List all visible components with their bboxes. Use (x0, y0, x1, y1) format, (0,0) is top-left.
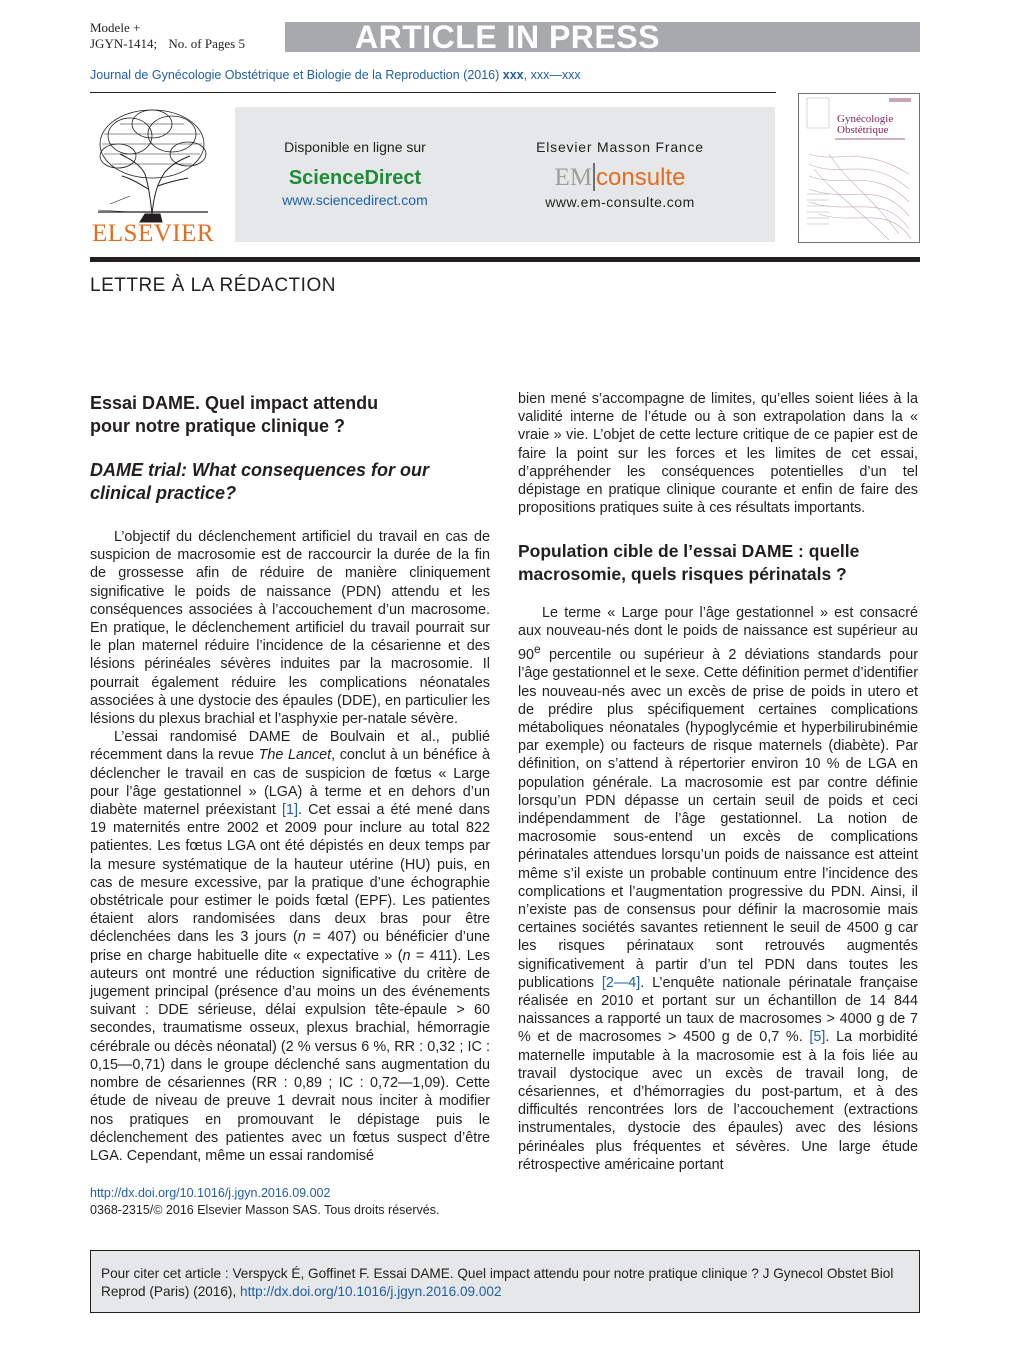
citation-box (90, 1250, 920, 1313)
journal-citation-line: Journal de Gynécologie Obstétrique et Biologie de la Reproduction (2016) xxx, xxx—xxx (90, 68, 581, 82)
text-run: = 407) ou bénéficier d’une prise en charge habituelle dite « expectative » ( (90, 929, 490, 964)
article-meta (90, 20, 253, 52)
paragraph: bien mené s’accompagne de limites, qu’elles soient liées à la validité interne de l’étude ou à son extrapolation dans la « vraie » vie. L’objet de cette lecture critique de ce papier est de faire la point sur les forces et les limites de cet essai, d’appréhender les conséquences potentielles d’un tel dépistage en pratique clinique courante et enfin de faire des propositions pratiques suite à ces résultats importants. (518, 391, 918, 517)
citation-text (101, 1265, 909, 1301)
superscript: e (534, 642, 541, 657)
copyright-line: 0368-2315/© 2016 Elsevier Masson SAS. Tous droits réservés. (90, 1203, 440, 1217)
paragraph: L’objectif du déclenchement artificiel du travail en cas de suspicion de macrosomie est de raccourcir la durée de la fin de grossesse afin de réduire de manière cliniquement significative le poids de naissance (PDN) attendu et les conséquences associées à l’accouchement d’un macrosome. En pratique, le déclenchement artificiel du travail pourrait sur le plan maternel réduire l’incidence de la césarienne et des lésions périnéales sévères induites par la macrosomie. Il pourrait également réduire les complications néonatales associées à une dystocie des épaules (DDE), en particulier les lésions du plexus brachial et l’asphyxie per-natale sévère. (90, 529, 490, 728)
title-fr-line2: pour notre pratique clinique ? (90, 416, 346, 436)
cover-title-line1: Gynécologie (837, 113, 894, 125)
citation-body: Pour citer cet article : Verspyck É, Goffinet F. Essai DAME. Quel impact attendu pour notre pratique clinique ? J Gynecol Obstet Biol Reprod (Paris) (2016), (101, 1266, 894, 1299)
text-run: . Cet essai a été mené dans 19 maternités entre 2002 et 2009 pour inclure au total 822 patientes. Les fœtus LGA ont été dépistés en deux temps par la mesure systématique de la hauteur utérine (HU) puis, en cas de mesure excessive, par la pratique d’une échographie obstétricale pour estimer le poids fœtal (EPF). Les patientes étaient alors randomisées dans deux bras pour être déclenchées dans les 3 jours ( (90, 802, 490, 946)
journal-ref-lancet: The Lancet (258, 747, 332, 764)
running-header (90, 19, 920, 55)
section-label: LETTRE À LA RÉDACTION (90, 275, 336, 296)
sciencedirect-link[interactable]: www.sciencedirect.com (282, 192, 428, 208)
section-heading: Population cible de l’essai DAME : quelle macrosomie, quels risques périnatals ? (518, 541, 860, 584)
text-run: L’essai randomisé DAME de Boulvain et al., publié récemment dans la revue (90, 729, 490, 764)
text-run: , conclut à un bénéfice à déclencher le travail en cas de suspicion de fœtus « Large pour l’âge gestationnel » (LGA) à terme et en dehors d’un diabète maternel préexistant (90, 747, 490, 819)
n-symbol: n (297, 929, 306, 946)
em-logo-part: EM (554, 164, 593, 191)
doi-link[interactable]: http://dx.doi.org/10.1016/j.jgyn.2016.09.002 (90, 1186, 331, 1200)
n-symbol: n (402, 947, 411, 964)
citation-link-2-4[interactable]: [2—4] (601, 974, 641, 991)
available-online-label: Disponible en ligne sur (284, 139, 426, 155)
right-column-body (518, 604, 918, 1174)
sciencedirect-logo: ScienceDirect (288, 167, 422, 189)
banner-text: ARTICLE IN PRESS (355, 19, 660, 55)
emconsulte-column (515, 139, 725, 210)
cover-subtitle-rule (835, 138, 905, 140)
publisher-label: Elsevier Masson France (536, 139, 704, 155)
citation-doi-link[interactable]: http://dx.doi.org/10.1016/j.jgyn.2016.09.002 (240, 1284, 502, 1299)
consulte-logo-part: consulte (596, 164, 686, 191)
masthead-rule (90, 257, 920, 262)
text-run: percentile ou supérieur à 2 déviations standards pour l’âge gestationnel et le sexe. Cette définition permet d’identifier les nouveau-nés avec un excès de prise de poids in utero et de prédire plus spécifiquement certaines complications métaboliques néonatales (hypoglycémie et hyperbilirubinémie par exemple) ou facteurs de risque maternels (diabète). Par définition, on s’attend à répertorier environ 10 % de LGA en population générale. La macrosomie est par contre définie lorsqu’un PDN dépasse un certain seuil de poids et ceci indépendamment de l’âge gestationnel. La notion de macrosomie sous-entend un excès de complications périnatales attendues lorsqu’un poids de naissance est atteint même s’il existe un probable continuum entre l’incidence des complications et l’augmentation progressive du PDN. Ainsi, il n’existe pas de consensus pour définir la macrosomie mais certaines sociétés savantes retiennent le seuil de 4500 g car les risques périnataux sont retrouvés augmentés significativement à partir d’un tel PDN dans toutes les publications (518, 647, 918, 991)
article-title-fr (90, 392, 410, 438)
article-code: JGYN-1414; (90, 36, 158, 51)
emconsulte-link[interactable]: www.em-consulte.com (545, 194, 695, 210)
journal-cover-thumbnail (798, 93, 920, 243)
availability-box (235, 107, 775, 242)
journal-pages: xxx—xxx (530, 68, 581, 82)
journal-volume: xxx (502, 68, 524, 82)
citation-link-1[interactable]: [1] (282, 802, 298, 819)
emconsulte-logo (515, 163, 725, 192)
article-in-press-banner (285, 19, 920, 55)
model-label: Modele + (90, 20, 141, 35)
cover-title (837, 114, 893, 136)
paragraph (90, 728, 490, 1165)
article-title-en: DAME trial: What consequences for our clinical practice? (90, 460, 430, 503)
left-column-body (90, 528, 490, 1165)
sciencedirect-column (265, 139, 445, 208)
title-fr-line1: Essai DAME. Quel impact attendu (90, 393, 379, 413)
right-column-continuation (518, 390, 918, 517)
text-run: = 411). Les auteurs ont montré une réduction significative du critère de jugement principal (présence d’au moins un des événements suivant : DDE sérieuse, délai expulsion tête-épaule > 60 secondes, traumatisme osseux, plexus brachial, hémorragie cérébrale ou décès néonatal) (2 % versus 6 %, RR : 0,32 ; IC : 0,15—0,71) dans le groupe déclenché sans augmentation du nombre de césariennes (RR : 0,89 ; IC : 0,72—1,09). Cette étude de niveau de preuve 1 devrait nous inciter à modifier nos pratiques en promouvant le dépistage puis le déclenchement des patientes avec un fœtus suspect d’être LGA. Cependant, même un essai randomisé (90, 947, 490, 1164)
paragraph (518, 604, 918, 1174)
text-run: . L’enquête nationale périnatale française réalisée en 2010 et portant sur un échantillon de 14 844 naissances a rapporté un taux de macrosomes > 4000 g de 7 % et de macrosomes > 4500 g de 0,7 %. (518, 974, 918, 1046)
text-run: . La morbidité maternelle imputable à la macrosomie est à la fois liée au travail dystocique avec un excès de travail long, de césariennes, et d’hémorragies du post-partum, et à des difficultés rencontrées lors de l’accouchement (extractions instrumentales, dystocie des épaules) avec des lésions périnéales plus fréquentes et sévères. Une large étude rétrospective américaine portant (518, 1029, 918, 1173)
cover-title-line2: Obstétrique (837, 124, 889, 136)
header-rule (90, 92, 776, 93)
elsevier-wordmark: ELSEVIER (92, 220, 215, 247)
citation-link-5[interactable]: [5] (809, 1029, 826, 1046)
em-logo-divider (593, 163, 595, 191)
journal-name: Journal de Gynécologie Obstétrique et Biologie de la Reproduction (2016) (90, 68, 500, 82)
page-count: No. of Pages 5 (168, 36, 245, 51)
text-run: Le terme « Large pour l’âge gestationnel » est consacré aux nouveau-nés dont le poids de naissance est supérieur au 90 (518, 605, 918, 664)
